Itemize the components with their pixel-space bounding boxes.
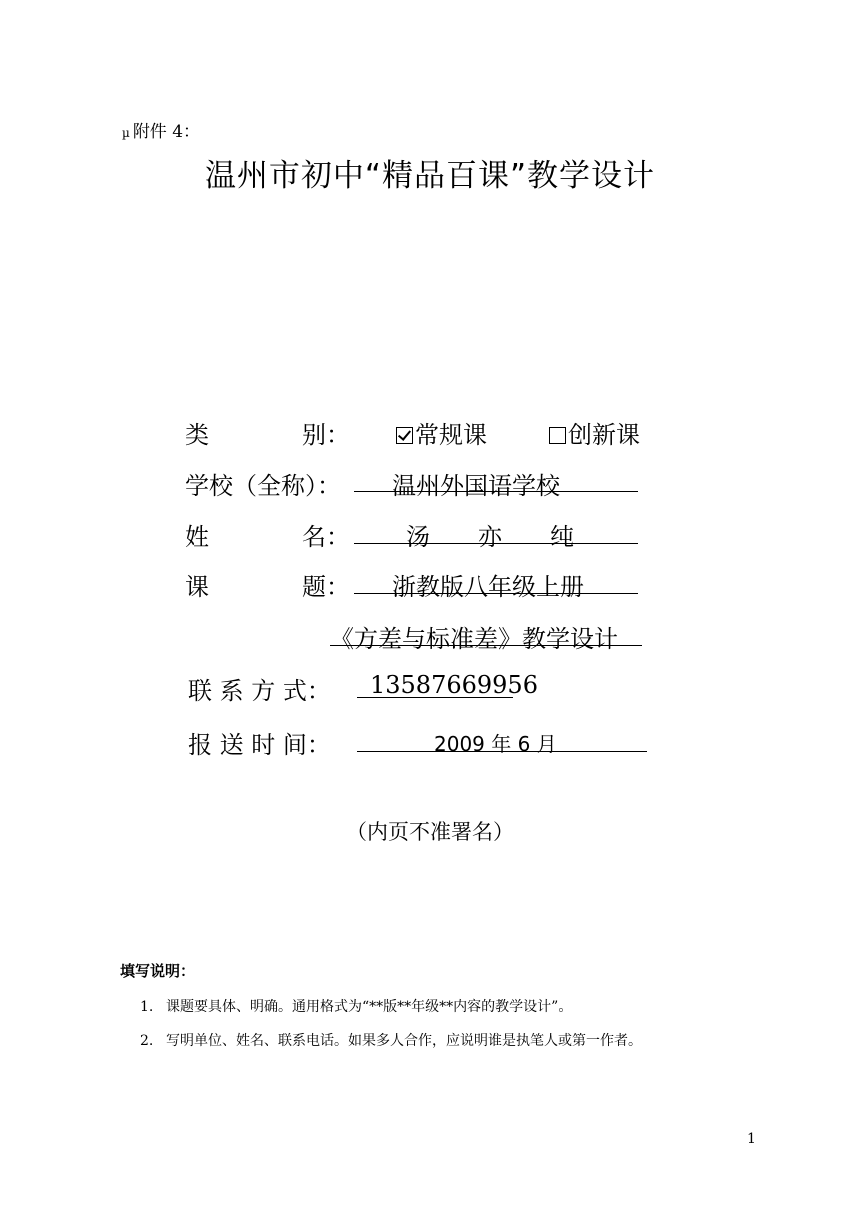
option-regular-label: 常规课 (415, 421, 487, 449)
name-value: 汤 亦 纯 (406, 523, 574, 551)
instructions-heading: 填写说明： (120, 962, 196, 980)
innovative-checkbox-icon[interactable] (549, 427, 566, 444)
date-underline (357, 751, 647, 752)
regular-checkbox-icon[interactable] (396, 427, 413, 444)
category-label-a: 类 (185, 421, 209, 449)
instruction-text: 写明单位、姓名、联系电话。如果多人合作，应说明谁是执笔人或第一作者。 (166, 1033, 642, 1049)
name-label-b: 名： (302, 523, 350, 551)
name-underline (354, 543, 638, 544)
option-innovative-label: 创新课 (568, 421, 640, 449)
topic-underline-2 (330, 645, 642, 646)
instruction-item (140, 1030, 642, 1050)
school-value: 温州外国语学校 (392, 472, 560, 500)
instruction-number: 2. (140, 1033, 154, 1049)
instruction-text: 课题要具体、明确。通用格式为“**版**年级**内容的教学设计”。 (166, 999, 573, 1015)
contact-value: 13587669956 (370, 671, 538, 699)
document-title: 温州市初中“精品百课”教学设计 (204, 158, 656, 194)
topic-value-line1: 浙教版八年级上册 (392, 573, 584, 601)
school-underline (354, 491, 638, 492)
option-regular[interactable] (396, 415, 487, 450)
instruction-item (140, 996, 572, 1016)
school-label: 学校（全称）： (185, 472, 341, 500)
topic-label-a: 课 (185, 573, 209, 601)
date-label: 报 送 时 间： (188, 731, 331, 759)
contact-label: 联 系 方 式： (188, 677, 331, 705)
instruction-number: 1. (140, 999, 154, 1015)
page-number: 1 (747, 1131, 756, 1147)
inner-page-notice: （内页不准署名） (346, 820, 514, 844)
topic-underline-1 (354, 593, 638, 594)
contact-underline (357, 697, 513, 698)
attachment-label (122, 117, 200, 142)
topic-label-b: 题： (302, 573, 350, 601)
topic-value-line2: 《方差与标准差》教学设计 (330, 625, 618, 653)
category-label-b: 别： (302, 421, 350, 449)
marker-symbol: µ (122, 126, 130, 140)
option-innovative[interactable] (549, 415, 640, 450)
name-label-a: 姓 (185, 523, 209, 551)
date-value: 2009 年 6 月 (434, 732, 557, 756)
attachment-text: 附件 4： (132, 122, 201, 142)
